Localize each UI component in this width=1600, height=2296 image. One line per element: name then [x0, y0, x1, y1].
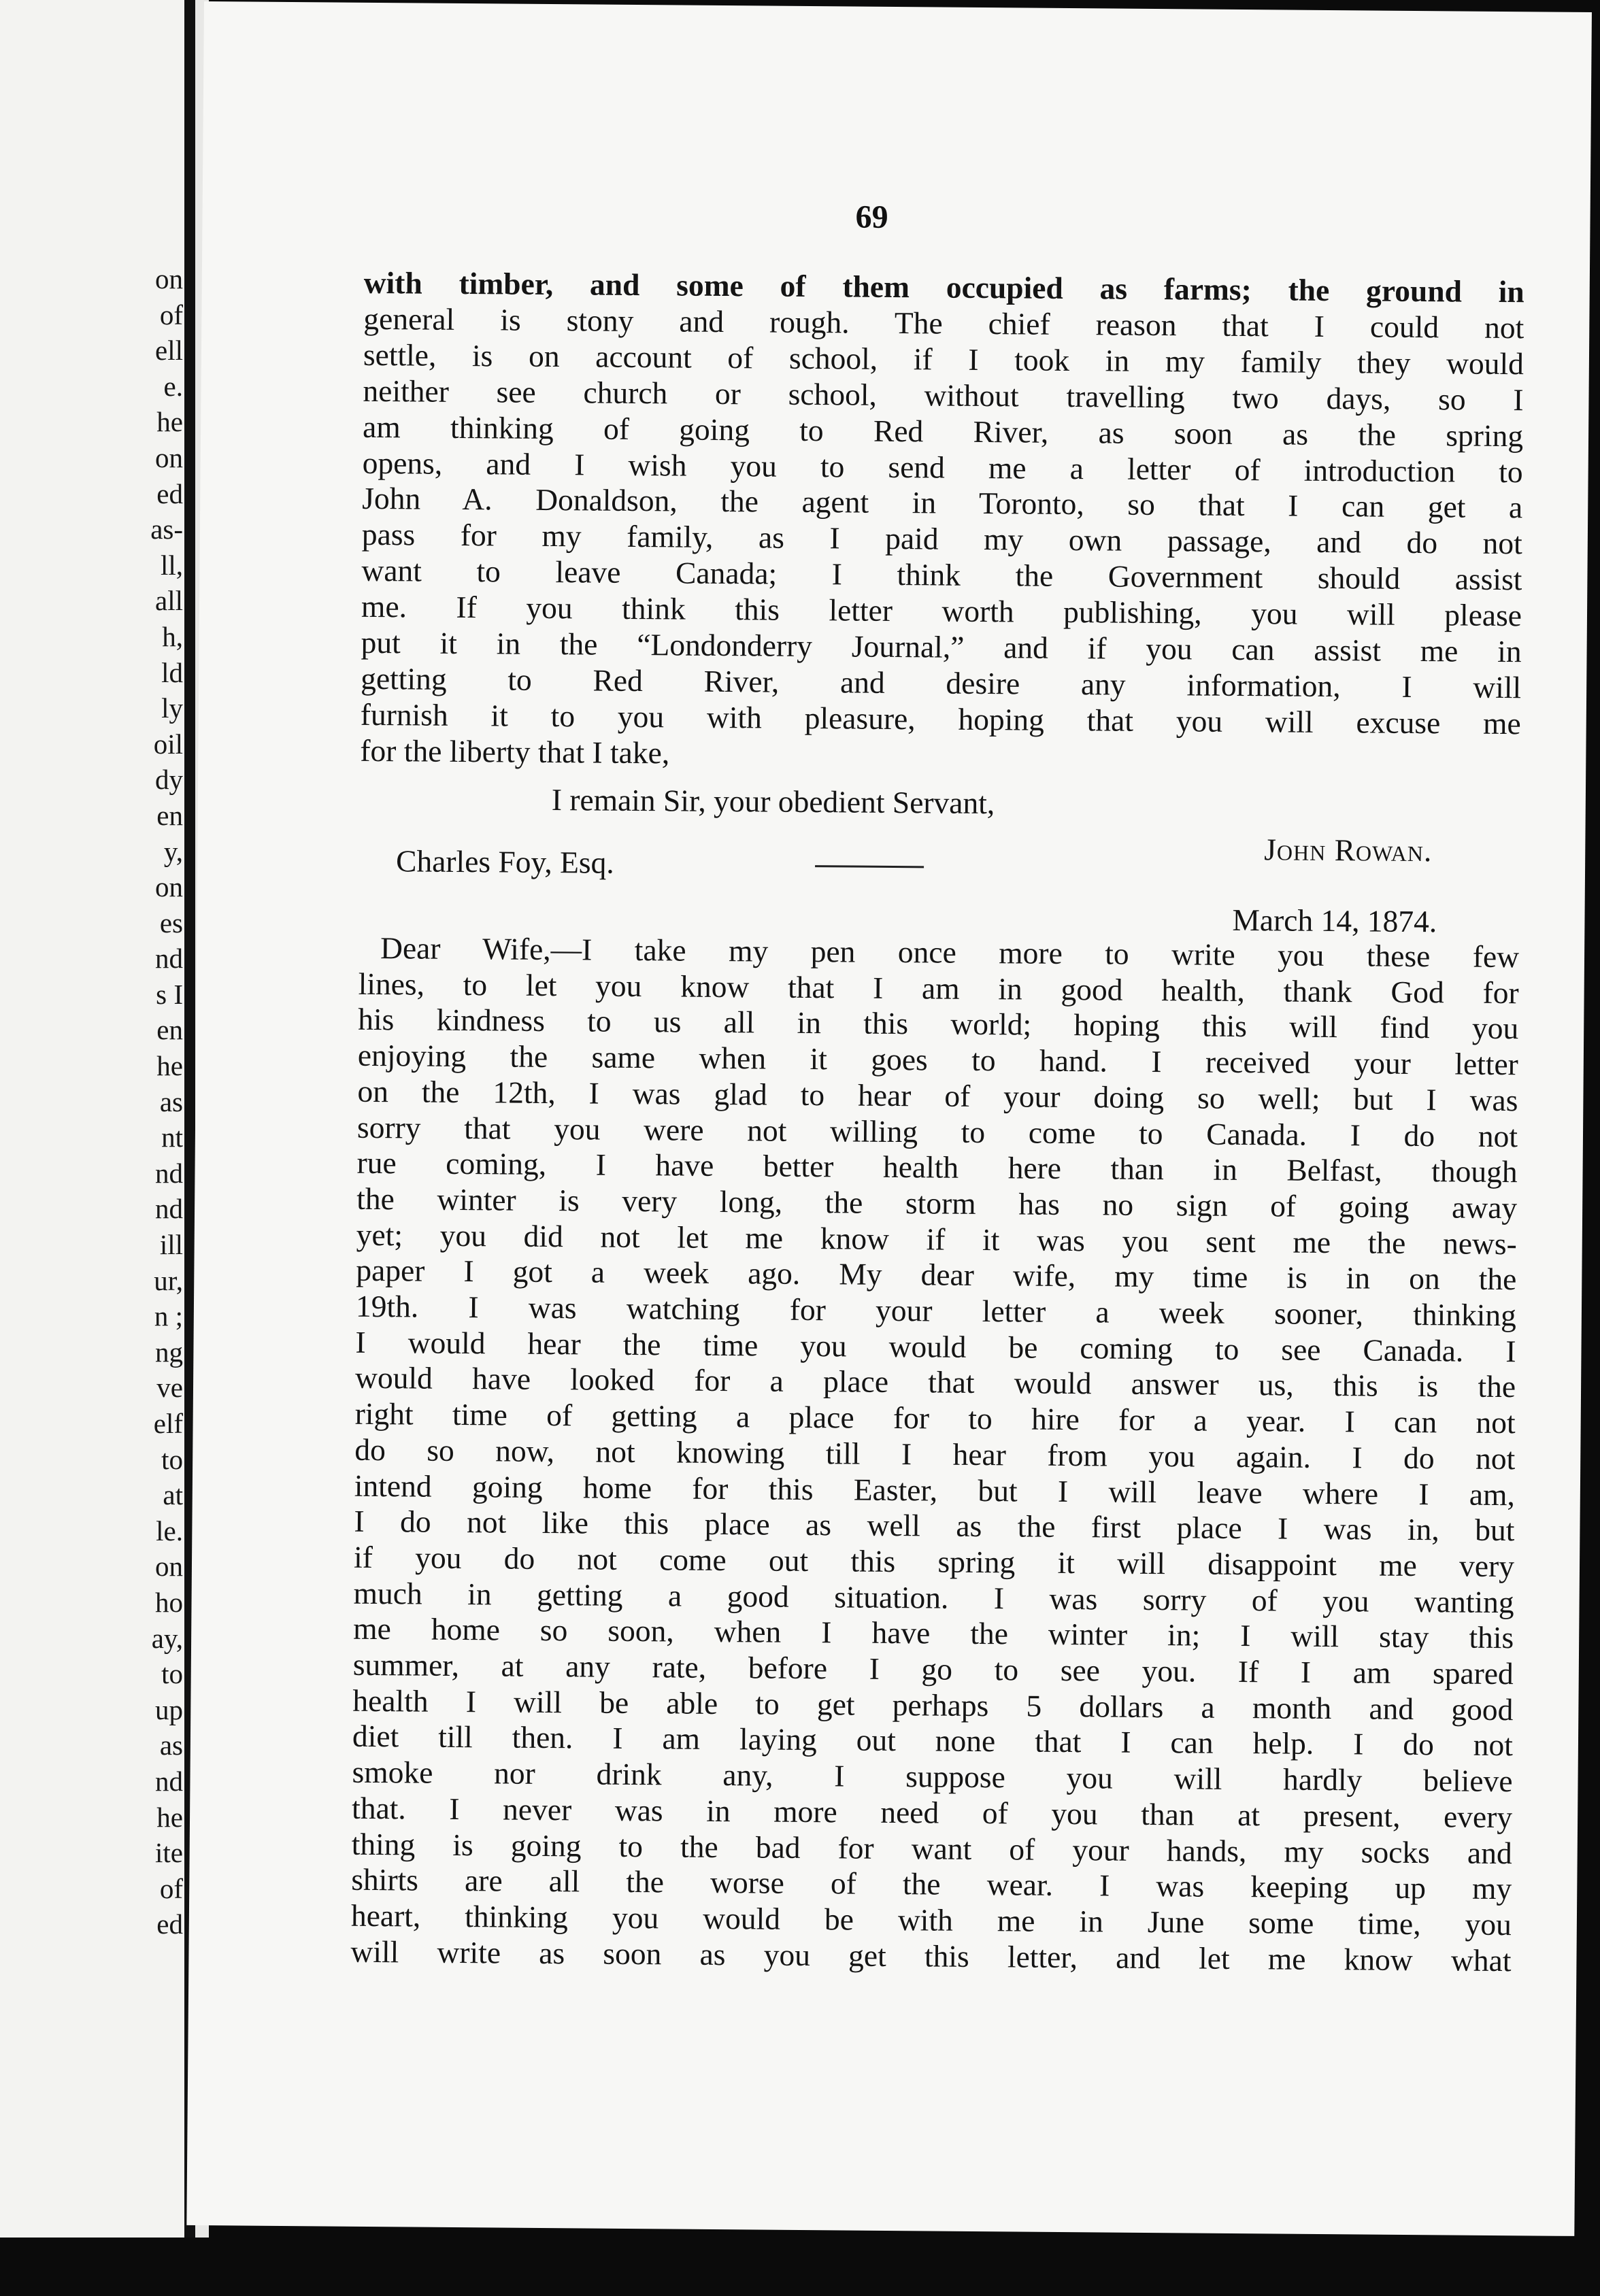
adjacent-page-fragment: s I — [156, 978, 183, 1010]
adjacent-page-fragment: ly — [161, 692, 183, 724]
text-line: settle, is on account of school, if I took in my family they would — [363, 337, 1524, 382]
text-line: want to leave Canada; I think the Government should assist — [361, 553, 1522, 597]
adjacent-page-fragment: all — [155, 585, 183, 617]
book-page — [186, 1, 1592, 2236]
adjacent-page-fragment: ed — [156, 477, 183, 509]
adjacent-page-fragment: he — [156, 406, 183, 438]
text-line: 19th. I was watching for your letter a week sooner, thinking — [355, 1288, 1517, 1333]
adjacent-page-fragment: ve — [156, 1372, 183, 1404]
adjacent-page-fragment: ite — [155, 1837, 183, 1869]
adjacent-page-text — [101, 261, 183, 1942]
adjacent-page-fragment: on — [155, 1551, 183, 1583]
adjacent-page-fragment: up — [155, 1693, 183, 1725]
text-line: diet till then. I am laying out none that I can help. I do not — [352, 1719, 1514, 1763]
text-line: if you do not come out this spring it will disappoint me very — [353, 1539, 1515, 1584]
text-line: I do not like this place as well as the first place I was in, but — [354, 1503, 1515, 1548]
text-line: for the liberty that I take, — [360, 732, 670, 771]
text-line: me. If you think this letter worth publishing, you will please — [361, 588, 1522, 633]
adjacent-page-fragment: nt — [161, 1121, 183, 1153]
adjacent-page-fragment: elf — [153, 1408, 183, 1439]
letter-date: March 14, 1874. — [1232, 902, 1437, 939]
text-line: enjoying the same when it goes to hand. I received your letter — [357, 1037, 1519, 1082]
adjacent-page-fragment: as — [159, 1729, 183, 1761]
adjacent-page-fragment: of — [159, 299, 183, 331]
adjacent-page-fragment: ell — [155, 335, 183, 367]
text-line: getting to Red River, and desire any information, I will — [361, 660, 1522, 705]
text-line: yet; you did not let me know if it was you sent me the news- — [356, 1217, 1517, 1261]
text-line: I would hear the time you would be coming to see Canada. I — [355, 1324, 1516, 1368]
adjacent-page-fragment: as- — [150, 513, 183, 545]
adjacent-page-fragment: ur, — [154, 1264, 183, 1296]
letter-closing: I remain Sir, your obedient Servant, — [551, 782, 995, 821]
adjacent-page-fragment: ng — [155, 1336, 183, 1368]
adjacent-page-fragment: nd — [155, 1765, 183, 1797]
adjacent-page-fragment: on — [155, 871, 183, 903]
text-line: thing is going to the bad for want of your hands, my socks and — [351, 1826, 1512, 1870]
text-line: will write as soon as you get this letter, and let me know what — [350, 1934, 1512, 1978]
text-line: do so now, not knowing till I hear from you again. I do not — [354, 1432, 1516, 1476]
adjacent-page-fragment: e. — [163, 370, 183, 402]
adjacent-page-fragment: he — [156, 1050, 183, 1082]
adjacent-page-fragment: to — [161, 1658, 183, 1690]
text-line: much in getting a good situation. I was sorry of you wanting — [353, 1575, 1514, 1619]
text-line: intend going home for this Easter, but I will leave where I am, — [354, 1468, 1516, 1512]
text-line: John A. Donaldson, the agent in Toronto, so that I can get a — [362, 481, 1523, 525]
adjacent-page-fragment: le. — [156, 1515, 183, 1547]
text-line: on the 12th, I was glad to hear of your doing so well; but I was — [357, 1073, 1518, 1118]
adjacent-page-fragment: nd — [155, 1193, 183, 1225]
adjacent-page-fragment: at — [163, 1479, 183, 1511]
text-line: rue coming, I have better health here than in Belfast, though — [356, 1145, 1518, 1189]
text-line: sorry that you were not willing to come to Canada. I do not — [356, 1109, 1518, 1153]
adjacent-page-fragment: h, — [162, 620, 183, 652]
text-line: heart, thinking you would be with me in June some time, you — [350, 1897, 1512, 1942]
adjacent-page-fragment: nd — [155, 943, 183, 975]
text-line: the winter is very long, the storm has no sign of going away — [356, 1181, 1518, 1226]
text-line: summer, at any rate, before I go to see you. If I am spared — [352, 1647, 1514, 1691]
adjacent-page-fragment: to — [161, 1443, 183, 1475]
text-line: me home so soon, when I have the winter in; I will stay this — [353, 1611, 1514, 1655]
text-line: his kindness to us all in this world; hoping this will find you — [358, 1002, 1519, 1046]
text-line: general is stony and rough. The chief reason that I could not — [363, 301, 1524, 345]
adjacent-page-fragment: ay, — [151, 1622, 183, 1654]
adjacent-page-fragment: ed — [156, 1908, 183, 1940]
adjacent-page-fragment: dy — [155, 764, 183, 796]
text-line: opens, and I wish you to send me a letter of introduction to — [362, 445, 1523, 489]
adjacent-page-fragment: on — [155, 263, 183, 294]
text-line: shirts are all the worse of the wear. I was keeping up my — [351, 1861, 1512, 1906]
adjacent-page-fragment: en — [156, 1014, 183, 1046]
adjacent-page-fragment: on — [155, 441, 183, 473]
text-line: that. I never was in more need of you than at present, every — [351, 1790, 1513, 1834]
adjacent-page-fragment: en — [156, 799, 183, 831]
page-number: 69 — [855, 199, 888, 235]
text-line: paper I got a week ago. My dear wife, my time is in on the — [356, 1253, 1517, 1297]
text-line: right time of getting a place for to hire for a year. I can not — [354, 1396, 1516, 1440]
adjacent-page-fragment: oil — [153, 728, 183, 760]
adjacent-page-fragment: nd — [155, 1157, 183, 1189]
adjacent-page-fragment: of — [159, 1872, 183, 1904]
text-line: put it in the “Londonderry Journal,” and if you can assist me in — [361, 624, 1522, 669]
adjacent-page-fragment: ll, — [160, 549, 183, 581]
text-line: Dear Wife,—I take my pen once more to write you these few — [380, 930, 1520, 975]
letter-signature: John Rowan. — [1264, 832, 1433, 868]
text-line: neither see church or school, without travelling two days, so I — [363, 373, 1524, 417]
text-line: furnish it to you with pleasure, hoping that you will excuse me — [360, 696, 1521, 741]
adjacent-page-fragment: n ; — [154, 1300, 183, 1332]
adjacent-page-fragment: as — [159, 1085, 183, 1117]
adjacent-page-fragment: ho — [155, 1586, 183, 1618]
text-line: pass for my family, as I paid my own passage, and do not — [361, 517, 1523, 561]
text-line: with timber, and some of them occupied as farms; the ground in — [363, 265, 1524, 309]
adjacent-page-fragment: y, — [163, 835, 183, 867]
adjacent-page-fragment: he — [156, 1801, 183, 1833]
separator-rule — [815, 865, 924, 868]
text-line: health I will be able to get perhaps 5 dollars a month and good — [352, 1683, 1514, 1727]
adjacent-page-fragment: ill — [159, 1229, 183, 1261]
adjacent-page-fragment: ld — [161, 656, 183, 688]
film-edge — [0, 2238, 1600, 2296]
text-line: am thinking of going to Red River, as soon as the spring — [362, 409, 1524, 453]
adjacent-page-strip — [0, 0, 187, 2244]
adjacent-page-fragment: es — [159, 907, 183, 939]
text-line: would have looked for a place that would answer us, this is the — [354, 1360, 1516, 1404]
letter-addressee: Charles Foy, Esq. — [395, 843, 614, 880]
text-line: smoke nor drink any, I suppose you will hardly believe — [352, 1754, 1513, 1799]
text-line: lines, to let you know that I am in good health, thank God for — [358, 966, 1519, 1010]
